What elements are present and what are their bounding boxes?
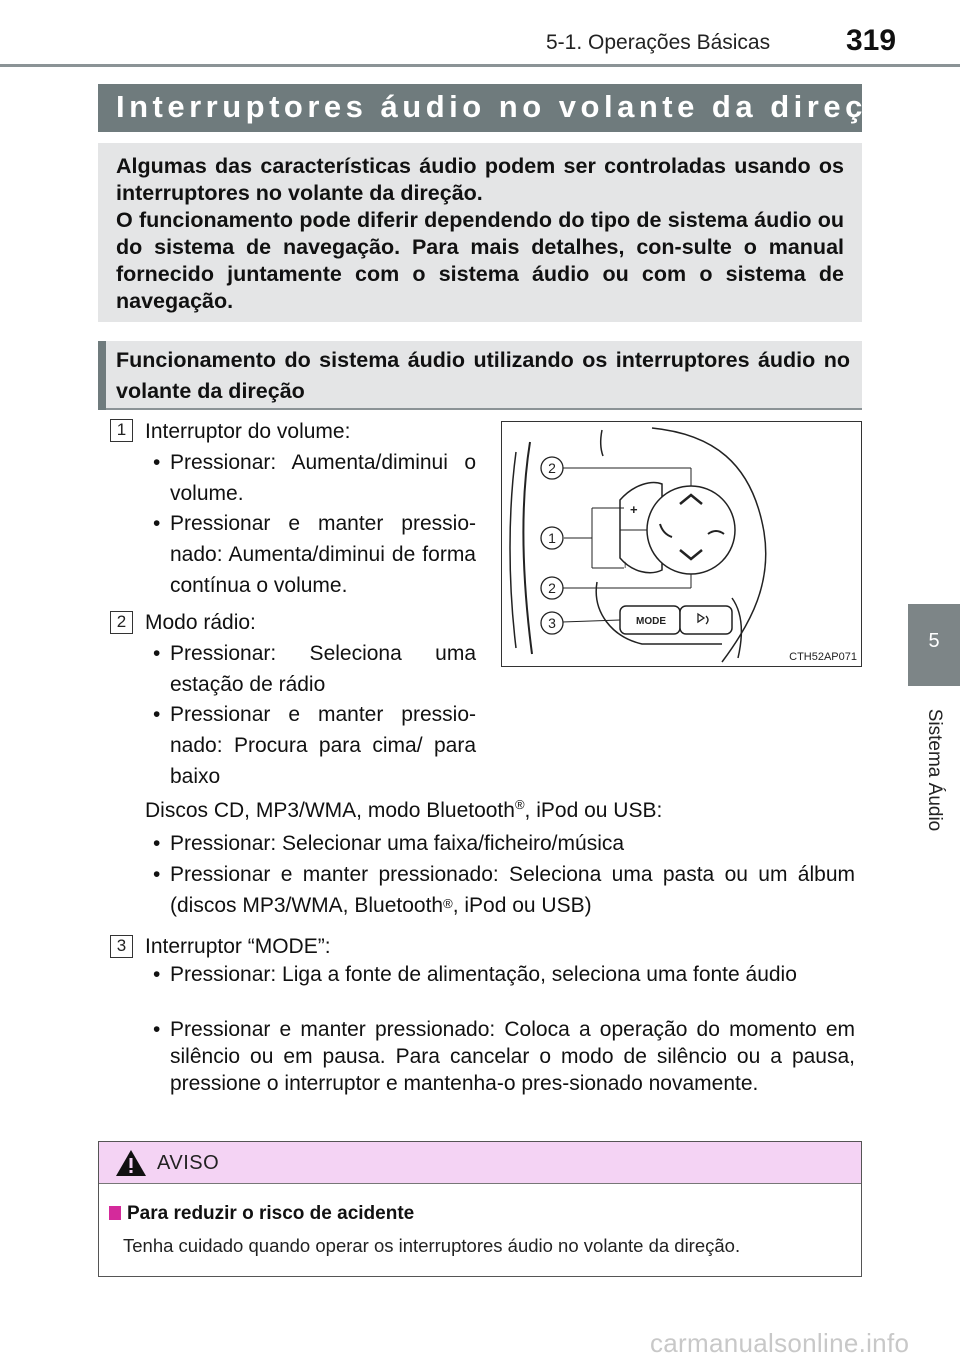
watermark: carmanualsonline.info <box>650 1328 910 1358</box>
discs-heading <box>145 799 662 823</box>
bullet-dot: • <box>153 863 161 886</box>
volume-up-symbol: + <box>630 502 638 517</box>
bullet-text: Pressionar: Seleciona uma estação de rádio <box>170 642 476 696</box>
page-title-bar <box>98 84 912 132</box>
bullet-text: Pressionar: Aumenta/diminui o volume. <box>170 451 476 505</box>
volume-down-symbol: – <box>619 561 631 568</box>
intro-box <box>98 143 862 322</box>
chapter-tab[interactable] <box>908 604 960 686</box>
warning-subheading: Para reduzir o risco de acidente <box>127 1203 415 1224</box>
intro-paragraph-1: Algumas das características áudio podem ser controladas usando os interruptores no volante da direção. <box>116 154 844 205</box>
bullet-dot: • <box>153 512 161 535</box>
spoke-top-line <box>601 430 603 456</box>
discs-bullet2-text: Pressionar e manter pressionado: Seleciona uma pasta ou um álbum (discos MP3/WMA, Bluetooth <box>170 863 855 917</box>
figure-caption: CTH52AP071 <box>789 651 857 663</box>
warning-header <box>99 1142 861 1184</box>
bullet-dot: • <box>153 963 161 986</box>
bullet-dot: • <box>153 832 161 855</box>
volume-bullet-hold <box>153 508 476 601</box>
page-number: 319 <box>846 24 897 57</box>
wheel-rim-outer <box>510 452 516 648</box>
discs-heading-text: Discos CD, MP3/WMA, modo Bluetooth <box>145 799 515 822</box>
warning-square-icon <box>109 1206 121 1220</box>
volume-bullet-press <box>153 447 476 509</box>
radio-bullet-hold <box>153 699 476 792</box>
bullet-text: Pressionar e manter pressio-nado: Procura para cima/ para baixo <box>170 703 476 788</box>
bullet-dot: • <box>153 451 161 474</box>
radio-bullet-press <box>153 638 476 700</box>
item-marker-mode: 3 <box>110 935 133 958</box>
bullet-dot: • <box>153 703 161 726</box>
subsection-accent <box>98 341 106 410</box>
section-title: 5-1. Operações Básicas <box>546 31 771 54</box>
bullet-text: Pressionar: Selecionar uma faixa/ficheiro/música <box>170 832 625 855</box>
chapter-number: 5 <box>928 630 940 652</box>
bullet-dot: • <box>153 1018 161 1041</box>
discs-heading-suffix: , iPod ou USB: <box>524 799 663 822</box>
hub-lower-line <box>732 598 741 658</box>
callout-2-top-label: 2 <box>548 460 556 476</box>
page-title: Interruptores áudio no volante da direção <box>116 89 912 124</box>
voice-button <box>680 606 732 634</box>
mode-bullet-press <box>153 961 855 988</box>
mode-heading: Interruptor “MODE”: <box>145 935 331 958</box>
radio-heading: Modo rádio: <box>145 611 256 634</box>
bullet-text: Pressionar e manter pressio-nado: Aumenta/diminui de forma contínua o volume. <box>170 512 476 597</box>
bullet-dot: • <box>153 642 161 665</box>
bullet-text <box>170 859 855 921</box>
control-pad <box>647 486 735 574</box>
item-marker-volume: 1 <box>110 419 133 442</box>
bullet-text: Pressionar: Liga a fonte de alimentação, seleciona uma fonte áudio <box>170 963 797 986</box>
warning-box <box>98 1141 862 1277</box>
steering-wheel-illustration <box>502 422 860 665</box>
discs-bullet-hold <box>153 859 855 921</box>
subsection-header <box>98 341 862 410</box>
chapter-label: Sistema Áudio <box>924 708 945 832</box>
discs-bullet2-suffix: , iPod ou USB) <box>452 894 592 917</box>
steering-switch-figure <box>501 421 862 667</box>
callout-line-mode <box>562 620 620 622</box>
callout-3-label: 3 <box>548 615 556 631</box>
subsection-title: Funcionamento do sistema áudio utilizando os interruptores áudio no volante da direção <box>116 348 850 403</box>
wheel-rim-left <box>524 442 533 654</box>
header-divider <box>0 64 960 67</box>
mode-bullet-hold <box>153 1016 855 1097</box>
bullet-text: Pressionar e manter pressionado: Coloca a operação do momento em silêncio ou em pausa. Para cancelar o modo de silêncio ou a pausa, pressione o interruptor e mantenha-o pres-sionado novamente. <box>170 1018 855 1095</box>
item-marker-radio: 2 <box>110 611 133 634</box>
callout-1-label: 1 <box>548 530 556 546</box>
discs-bullet-press <box>153 828 855 859</box>
registered-mark: ® <box>514 797 525 812</box>
mode-button-label: MODE <box>636 616 666 627</box>
intro-paragraph-2: O funcionamento pode diferir dependendo do tipo de sistema áudio ou do sistema de navegação. Para mais detalhes, con-sulte o manual fornecido juntamente com o sistema áudio ou com o sistema de navegação. <box>116 208 844 313</box>
warning-text: Tenha cuidado quando operar os interruptores áudio no volante da direção. <box>123 1235 741 1256</box>
callout-2-bottom-label: 2 <box>548 580 556 596</box>
volume-heading: Interruptor do volume: <box>145 420 351 443</box>
warning-title: AVISO <box>157 1152 220 1174</box>
warning-triangle-icon <box>115 1149 147 1177</box>
registered-mark: ® <box>443 896 453 911</box>
